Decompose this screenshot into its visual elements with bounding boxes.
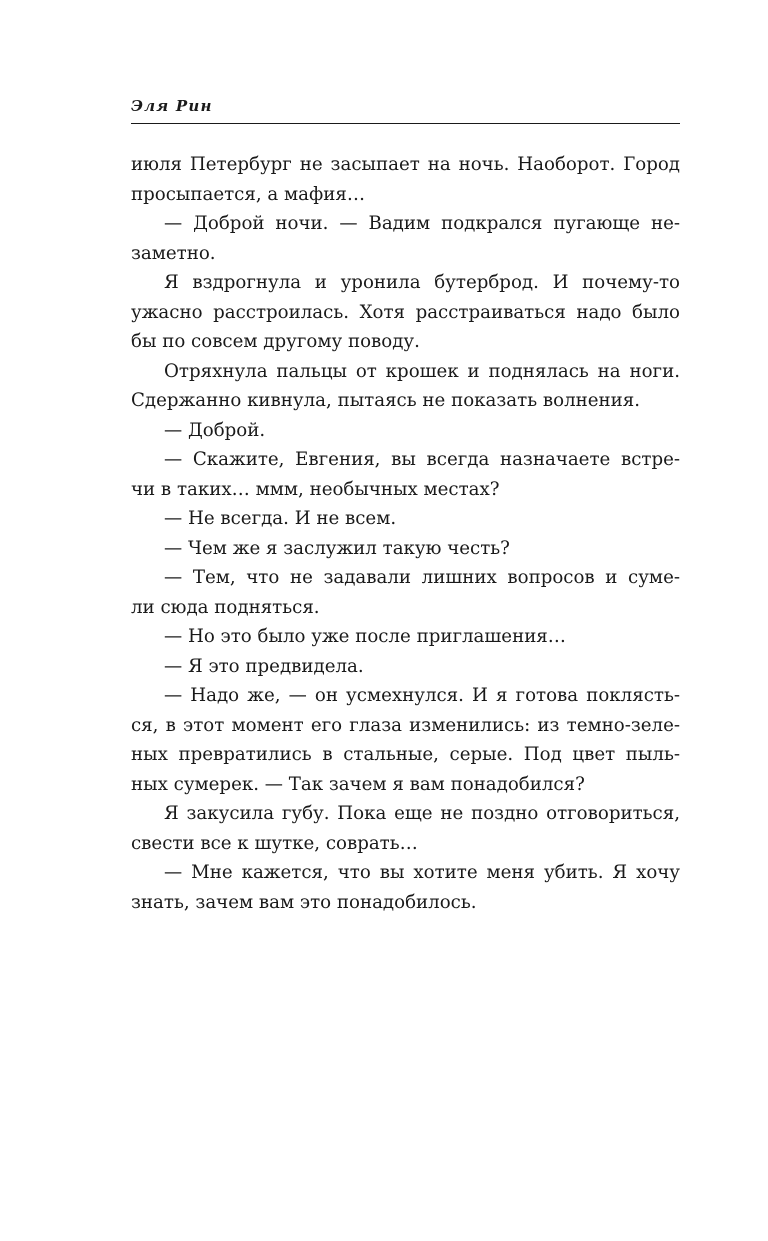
body-text (131, 150, 680, 917)
text-line: — Мне кажется, что вы хотите меня убить. Я хочу (164, 862, 680, 883)
text-line: Я вздрогнула и уронила бутерброд. И почему-то (164, 272, 680, 293)
text-line: — Не всегда. И не всем. (164, 508, 397, 529)
page-header (131, 96, 680, 126)
text-line: свести все к шутке, соврать… (131, 832, 418, 854)
running-head: Эля Рин (131, 97, 213, 115)
text-line: — Доброй. (164, 419, 266, 441)
text-line: ужасно расстроилась. Хотя расстраиваться надо было (131, 301, 680, 323)
text-line: заметно. (131, 242, 216, 264)
text-line: ных сумерек. — Так зачем я вам понадобился? (131, 773, 585, 795)
text-line: Я закусила губу. Пока еще не поздно отговориться, (164, 803, 680, 824)
text-line: Сдержанно кивнула, пытаясь не показать волнения. (131, 390, 641, 411)
text-line: — Но это было уже после приглашения… (164, 626, 566, 647)
text-line: ли сюда подняться. (131, 596, 320, 618)
text-line: чи в таких… ммм, необычных местах? (131, 478, 500, 500)
header-rule (131, 123, 680, 124)
text-line: просыпается, а мафия… (131, 183, 366, 205)
text-line: ся, в этот момент его глаза изменились: из темно-зеле- (131, 714, 680, 736)
text-line: бы по совсем другому поводу. (131, 331, 420, 352)
text-line: — Тем, что не задавали лишних вопросов и суме- (164, 567, 680, 588)
text-line: ных превратились в стальные, серые. Под цвет пыль- (131, 744, 680, 765)
text-line: — Надо же, — он усмехнулся. И я готова поклясть- (164, 685, 680, 706)
text-line: — Скажите, Евгения, вы всегда назначаете встре- (164, 449, 680, 470)
text-line: — Чем же я заслужил такую честь? (164, 537, 510, 559)
text-line: — Я это предвидела. (164, 655, 364, 677)
text-line: — Доброй ночи. — Вадим подкрался пугающе не- (164, 213, 680, 234)
text-line: Отряхнула пальцы от крошек и поднялась на ноги. (164, 360, 680, 382)
text-line: знать, зачем вам это понадобилось. (131, 891, 477, 913)
text-line: июля Петербург не засыпает на ночь. Наоборот. Город (131, 154, 680, 175)
